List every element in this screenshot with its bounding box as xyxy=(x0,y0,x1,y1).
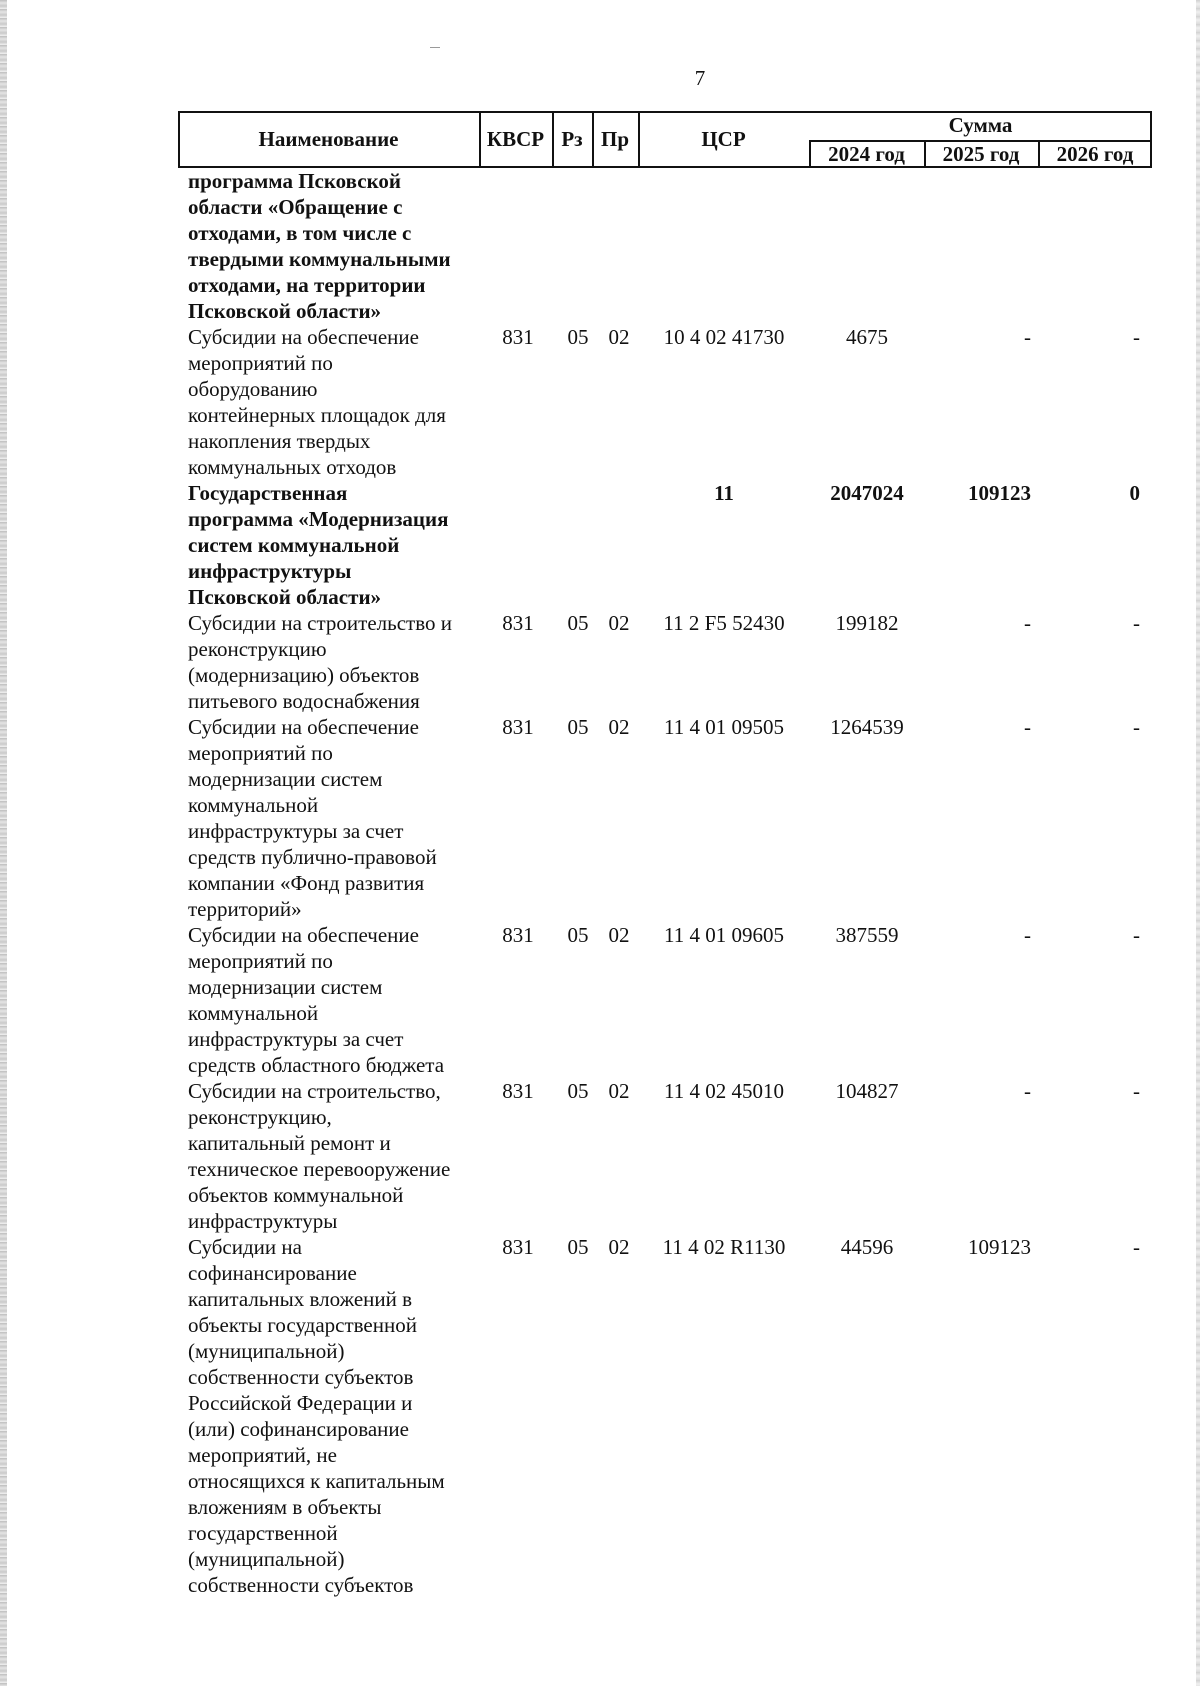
amount-2025-cell: - xyxy=(1024,611,1031,635)
row-name-line: области «Обращение с xyxy=(188,195,403,219)
scan-edge xyxy=(0,0,7,1686)
row-name-line: накопления твердых xyxy=(188,429,371,453)
row-name-line: собственности субъектов xyxy=(188,1365,414,1389)
row-name-line: модернизации систем xyxy=(188,975,383,999)
row-name-line: инфраструктуры за счет xyxy=(188,819,404,843)
row-name-line: (муниципальной) xyxy=(188,1547,345,1571)
amount-2025-cell: 109123 xyxy=(968,481,1031,505)
amount-2024-cell: 104827 xyxy=(835,1079,899,1103)
row-name-line: (модернизацию) объектов xyxy=(188,663,420,687)
row-name-line: инфраструктуры за счет xyxy=(188,1027,404,1051)
header-year-2025: 2025 год xyxy=(942,141,1020,166)
header-sum: Сумма xyxy=(948,113,1013,137)
amount-2026-cell: - xyxy=(1133,1079,1140,1103)
row-name-line: коммунальной xyxy=(188,793,319,817)
pr-cell: 02 xyxy=(608,1079,630,1103)
amount-2026-cell: - xyxy=(1133,923,1140,947)
row-name-line: техническое перевооружение xyxy=(188,1157,451,1181)
row-name-line: отходами, на территории xyxy=(188,273,426,297)
row-name-line: Псковской области» xyxy=(188,585,382,609)
row-name-line: мероприятий по xyxy=(188,949,333,973)
amount-2025-cell: 109123 xyxy=(968,1235,1031,1259)
csr-cell: 11 4 01 09605 xyxy=(664,923,784,947)
row-name-line: реконструкцию, xyxy=(188,1105,332,1129)
amount-2026-cell: - xyxy=(1133,611,1140,635)
header-kvsr: КВСР xyxy=(486,127,545,151)
table-row xyxy=(178,1078,1152,1234)
csr-cell: 11 4 02 45010 xyxy=(664,1079,784,1103)
pr-cell: 02 xyxy=(608,325,630,349)
header-year-2024: 2024 год xyxy=(828,141,905,166)
row-name-line: территорий» xyxy=(188,897,302,921)
scan-artifact xyxy=(430,47,440,48)
scan-edge-right xyxy=(1196,0,1200,1686)
table-row xyxy=(178,610,1152,714)
row-name xyxy=(188,168,478,324)
row-name-line: объекты государственной xyxy=(188,1313,417,1337)
csr-cell: 11 2 F5 52430 xyxy=(663,611,785,635)
row-name-line: капитальный ремонт и xyxy=(188,1131,391,1155)
row-name-line: (или) софинансирование xyxy=(188,1417,409,1441)
pr-cell: 02 xyxy=(608,923,630,947)
row-name xyxy=(188,324,478,480)
kvsr-cell: 831 xyxy=(502,611,534,635)
csr-cell: 10 4 02 41730 xyxy=(663,325,785,349)
row-name-line: мероприятий по xyxy=(188,741,333,765)
row-name-line: капитальных вложений в xyxy=(188,1287,413,1311)
amount-2025-cell: - xyxy=(1024,715,1031,739)
row-name-line: программа Псковской xyxy=(188,169,402,193)
row-name xyxy=(188,714,478,922)
row-name-line: собственности субъектов xyxy=(188,1573,414,1597)
table-row xyxy=(178,168,1152,324)
pr-cell: 02 xyxy=(608,611,630,635)
row-name-line: Субсидии на обеспечение xyxy=(188,923,419,947)
row-name-line: модернизации систем xyxy=(188,767,383,791)
row-name-line: относящихся к капитальным xyxy=(188,1469,445,1493)
row-name xyxy=(188,480,478,610)
kvsr-cell: 831 xyxy=(502,1079,534,1103)
row-name xyxy=(188,610,478,714)
amount-2026-cell: - xyxy=(1133,715,1140,739)
row-name-line: Псковской области» xyxy=(188,299,382,323)
amount-2024-cell: 4675 xyxy=(846,325,888,349)
rz-cell: 05 xyxy=(567,1079,589,1103)
table-row xyxy=(178,324,1152,480)
row-name-line: государственной xyxy=(188,1521,338,1545)
table-row xyxy=(178,922,1152,1078)
table-row xyxy=(178,480,1152,610)
row-name-line: Субсидии на строительство и xyxy=(188,611,452,635)
row-name xyxy=(188,1234,478,1598)
row-name-line: Субсидии на xyxy=(188,1235,302,1259)
pr-cell: 02 xyxy=(608,715,630,739)
rz-cell: 05 xyxy=(567,325,589,349)
amount-2024-cell: 387559 xyxy=(835,923,899,947)
header-csr: ЦСР xyxy=(701,127,746,151)
row-name-line: средств областного бюджета xyxy=(188,1053,445,1077)
row-name-line: Российской Федерации и xyxy=(188,1391,413,1415)
row-name-line: инфраструктуры xyxy=(188,1209,338,1233)
kvsr-cell: 831 xyxy=(502,1235,534,1259)
row-name-line: объектов коммунальной xyxy=(188,1183,404,1207)
row-name-line: твердыми коммунальными xyxy=(188,247,451,271)
amount-2024-cell: 2047024 xyxy=(830,481,904,505)
amount-2026-cell: 0 xyxy=(1129,481,1140,505)
csr-cell: 11 xyxy=(714,481,734,505)
page-number: 7 xyxy=(694,66,706,90)
amount-2024-cell: 44596 xyxy=(840,1235,894,1259)
amount-2025-cell: - xyxy=(1024,1079,1031,1103)
row-name-line: (муниципальной) xyxy=(188,1339,345,1363)
table-row xyxy=(178,1234,1152,1598)
row-name-line: Субсидии на строительство, xyxy=(188,1079,441,1103)
row-name-line: оборудованию xyxy=(188,377,318,401)
amount-2025-cell: - xyxy=(1024,325,1031,349)
csr-cell: 11 4 01 09505 xyxy=(664,715,784,739)
header-name: Наименование xyxy=(258,127,399,151)
row-name-line: мероприятий по xyxy=(188,351,333,375)
row-name-line: компании «Фонд развития xyxy=(188,871,425,895)
row-name-line: коммунальных отходов xyxy=(188,455,397,479)
rz-cell: 05 xyxy=(567,611,589,635)
header-year-2026: 2026 год xyxy=(1056,141,1134,166)
rz-cell: 05 xyxy=(567,923,589,947)
table-header xyxy=(178,111,1152,168)
row-name-line: отходами, в том числе с xyxy=(188,221,412,245)
amount-2026-cell: - xyxy=(1133,1235,1140,1259)
header-rz: Рз xyxy=(561,127,583,151)
row-name-line: мероприятий, не xyxy=(188,1443,337,1467)
row-name xyxy=(188,922,478,1078)
csr-cell: 11 4 02 R1130 xyxy=(662,1235,786,1259)
amount-2026-cell: - xyxy=(1133,325,1140,349)
row-name-line: Государственная xyxy=(188,481,348,505)
row-name-line: средств публично-правовой xyxy=(188,845,437,869)
row-name-line: Субсидии на обеспечение xyxy=(188,325,419,349)
row-name-line: питьевого водоснабжения xyxy=(188,689,420,713)
row-name xyxy=(188,1078,478,1234)
row-name-line: программа «Модернизация xyxy=(188,507,449,531)
row-name-line: систем коммунальной xyxy=(188,533,400,557)
row-name-line: реконструкцию xyxy=(188,637,327,661)
rz-cell: 05 xyxy=(567,1235,589,1259)
amount-2025-cell: - xyxy=(1024,923,1031,947)
row-name-line: софинансирование xyxy=(188,1261,357,1285)
rz-cell: 05 xyxy=(567,715,589,739)
row-name-line: Субсидии на обеспечение xyxy=(188,715,419,739)
row-name-line: контейнерных площадок для xyxy=(188,403,446,427)
kvsr-cell: 831 xyxy=(502,715,534,739)
row-name-line: инфраструктуры xyxy=(188,559,352,583)
amount-2024-cell: 1264539 xyxy=(830,715,904,739)
header-pr: Пр xyxy=(600,127,629,151)
pr-cell: 02 xyxy=(608,1235,630,1259)
amount-2024-cell: 199182 xyxy=(835,611,899,635)
row-name-line: коммунальной xyxy=(188,1001,319,1025)
kvsr-cell: 831 xyxy=(502,325,534,349)
kvsr-cell: 831 xyxy=(502,923,534,947)
table-row xyxy=(178,714,1152,922)
row-name-line: вложениям в объекты xyxy=(188,1495,382,1519)
